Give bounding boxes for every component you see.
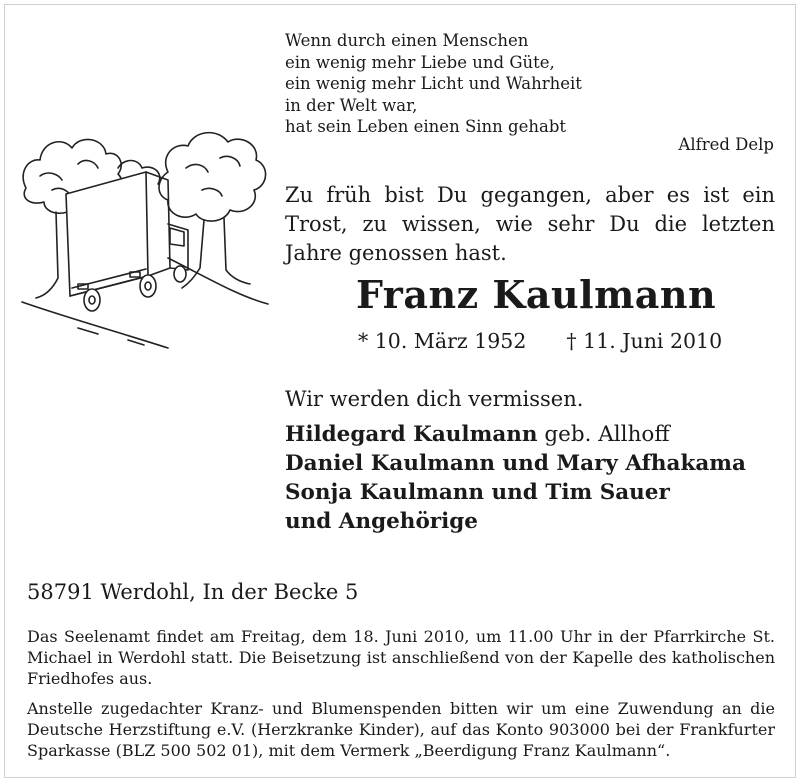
- address: 58791 Werdohl, In der Becke 5: [27, 580, 359, 604]
- poem-line: in der Welt war,: [285, 95, 418, 115]
- service-notice: Das Seelenamt findet am Freitag, dem 18. Juni 2010, um 11.00 Uhr in der Pfarrkirche St. Michael in Werdohl statt. Die Beisetzung ist anschließend von der Kapelle des katholischen Friedhofes aus.: [27, 627, 775, 688]
- death-date: † 11. Juni 2010: [566, 329, 723, 353]
- maiden-name: geb. Allhoff: [537, 422, 670, 447]
- mourner-line: Sonja Kaulmann und Tim Sauer: [285, 480, 670, 505]
- mourner-line: [285, 420, 746, 449]
- mourners-list: [285, 420, 746, 536]
- mourner-name: Hildegard Kaulmann: [285, 422, 538, 447]
- life-dates: [358, 329, 722, 353]
- poem-line: ein wenig mehr Liebe und Güte,: [285, 52, 555, 72]
- mourner-line: Daniel Kaulmann und Mary Afhakama: [285, 451, 746, 476]
- birth-date: * 10. März 1952: [358, 329, 527, 353]
- intro-text: Zu früh bist Du gegangen, aber es ist ein Trost, zu wissen, wie sehr Du die letzten Jahre genossen hast.: [285, 183, 775, 265]
- mourner-line: und Angehörige: [285, 509, 478, 534]
- deceased-name: Franz Kaulmann: [356, 272, 717, 317]
- miss-text: Wir werden dich vermissen.: [285, 387, 584, 411]
- poem-line: ein wenig mehr Licht und Wahrheit: [285, 74, 582, 93]
- poem: [285, 30, 582, 138]
- poem-line: hat sein Leben einen Sinn gehabt: [285, 117, 567, 136]
- poem-author: Alfred Delp: [678, 135, 774, 154]
- truck-on-tree-lined-road-illustration: [18, 128, 270, 350]
- donation-notice: Anstelle zugedachter Kranz- und Blumenspenden bitten wir um eine Zuwendung an die Deutsche Herzstiftung e.V. (Herzkranke Kinder), auf das Konto 903000 bei der Frankfurter Sparkasse (BLZ 500 502 01), mit dem Vermerk „Beerdigung Franz Kaulmann“.: [27, 699, 775, 760]
- poem-line: Wenn durch einen Menschen: [285, 31, 529, 50]
